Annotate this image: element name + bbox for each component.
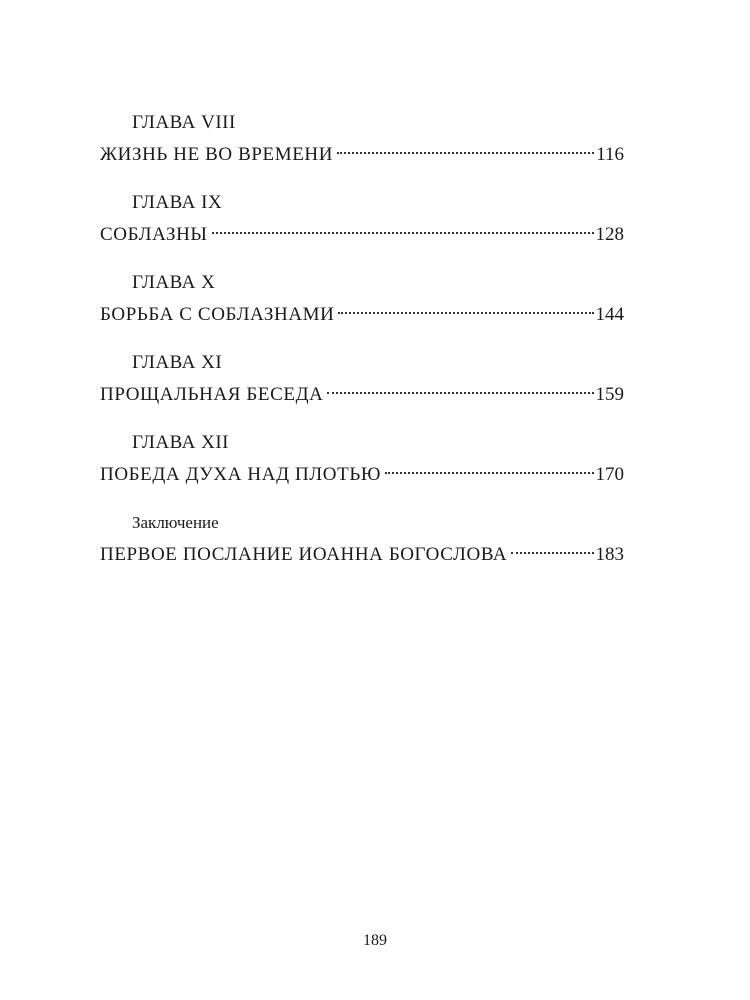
chapter-page-number: 128	[595, 224, 624, 245]
toc-entry	[100, 268, 624, 348]
dot-leader	[385, 472, 594, 474]
chapter-label: ГЛАВА XI	[132, 352, 223, 373]
toc-entry	[100, 428, 624, 508]
chapter-title: СОБЛАЗНЫ	[100, 224, 208, 245]
chapter-page-number: 170	[595, 464, 624, 485]
chapter-title: БОРЬБА С СОБЛАЗНАМИ	[100, 304, 335, 325]
toc-entry	[100, 348, 624, 428]
chapter-title: ЖИЗНЬ НЕ ВО ВРЕМЕНИ	[100, 144, 334, 165]
dot-leader	[338, 312, 593, 314]
chapter-label: ГЛАВА VIII	[132, 112, 236, 133]
dot-leader	[327, 392, 593, 394]
chapter-page-number: 183	[595, 544, 624, 565]
toc-title-row	[100, 298, 624, 332]
toc-entry	[100, 508, 624, 588]
chapter-page-number: 116	[596, 144, 624, 165]
chapter-label: ГЛАВА XII	[132, 432, 229, 453]
chapter-title: ПЕРВОЕ ПОСЛАНИЕ ИОАННА БОГОСЛОВА	[100, 544, 508, 565]
dot-leader	[212, 232, 594, 234]
toc-title-row	[100, 538, 624, 572]
chapter-label: ГЛАВА IX	[132, 192, 223, 213]
conclusion-label: Заключение	[132, 513, 219, 532]
toc-title-row	[100, 138, 624, 172]
toc-entry	[100, 108, 624, 188]
chapter-page-number: 159	[595, 384, 624, 405]
dot-leader	[337, 152, 594, 154]
toc-title-row	[100, 218, 624, 252]
table-of-contents	[100, 108, 624, 588]
toc-entry	[100, 188, 624, 268]
page-number: 189	[363, 932, 387, 949]
chapter-title: ПРОЩАЛЬНАЯ БЕСЕДА	[100, 384, 324, 405]
chapter-page-number: 144	[595, 304, 624, 325]
chapter-label: ГЛАВА X	[132, 272, 216, 293]
toc-title-row	[100, 458, 624, 492]
toc-title-row	[100, 378, 624, 412]
chapter-title: ПОБЕДА ДУХА НАД ПЛОТЬЮ	[100, 464, 381, 485]
dot-leader	[511, 552, 593, 554]
